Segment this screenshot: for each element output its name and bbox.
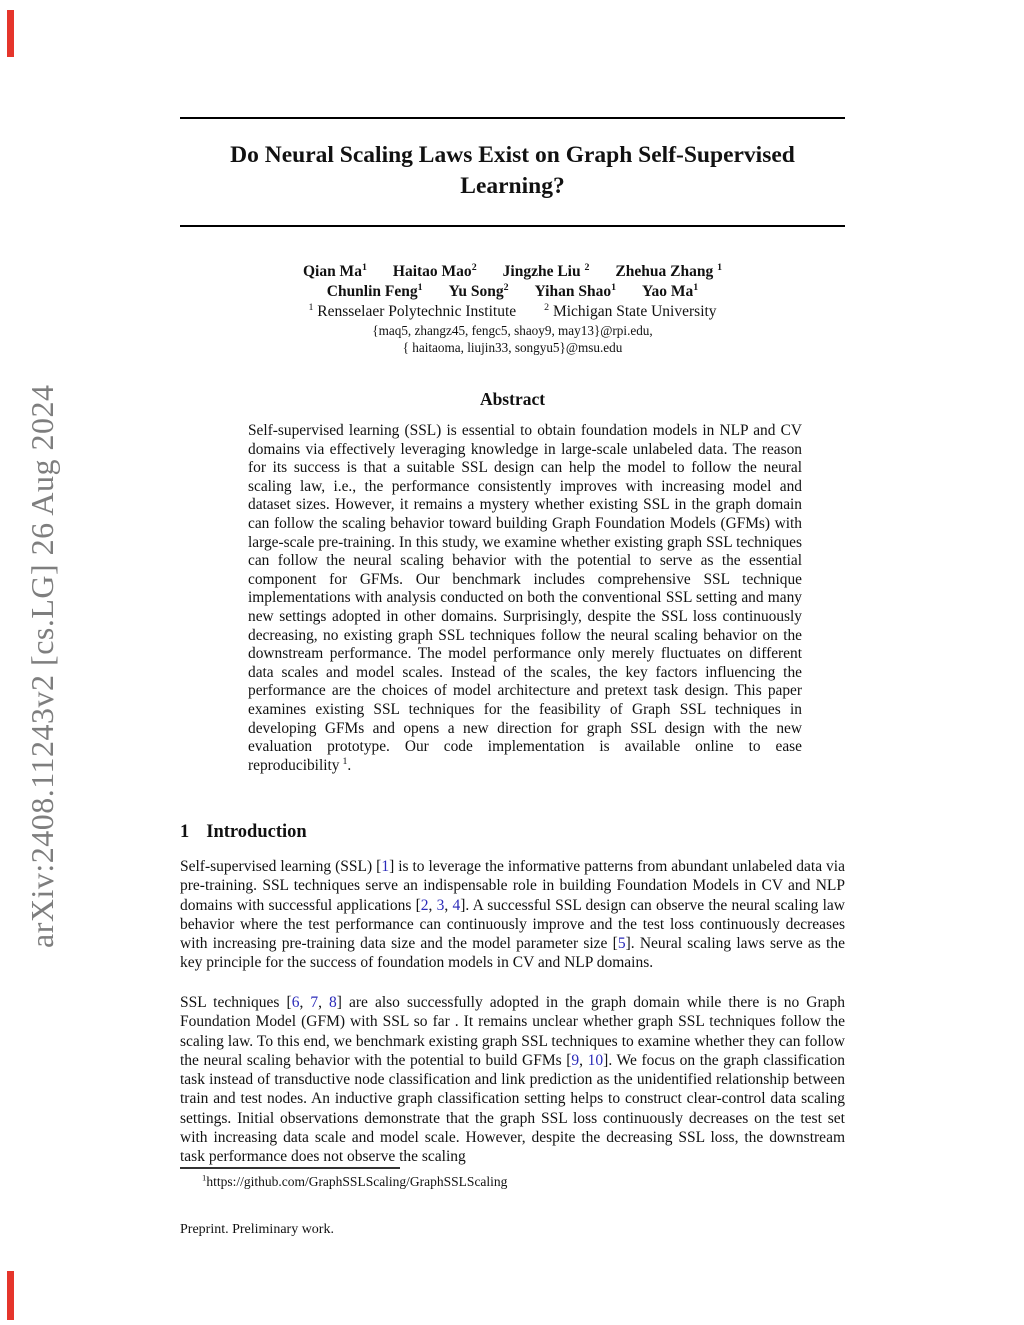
affiliations-line <box>180 302 845 322</box>
author-row-1 <box>180 262 845 282</box>
affiliation-sup: 1 <box>308 301 314 313</box>
section-title: Introduction <box>206 822 307 842</box>
emails-rpi: {maq5, zhangz45, fengc5, shaoy9, may13}@rpi.edu, <box>372 322 653 338</box>
abstract-closing-period: . <box>347 756 352 774</box>
footnote <box>180 1174 845 1190</box>
affiliation-sup: 2 <box>544 301 550 313</box>
section-heading-introduction <box>180 822 845 843</box>
title-rule-bottom <box>180 225 845 227</box>
author-text: Haitao Mao <box>392 263 472 280</box>
author-affil-sup: 2 <box>584 261 590 273</box>
author-row-2 <box>180 282 845 302</box>
affiliation-msu <box>544 303 716 320</box>
author-affil-sup: 1 <box>361 261 367 273</box>
footnote-ref-link[interactable]: 1 <box>342 755 348 767</box>
intro-paragraph-1: Self-supervised learning (SSL) [1] is to leverage the informative patterns from abundant unlabeled data via pre-training. SSL techniques serve an indispensable role in building Foundation Models in CV and NLP domains with successful applications [2, 3, 4]. A successful SSL design can observe the neural scaling law behavior where the test performance can continuously improve and the test loss continuously decreases with increasing pre-training data size and the model parameter size [5]. Neural scaling laws serve as the key principle for the success of foundation models in CV and NLP domains. <box>180 858 846 972</box>
citation-link[interactable]: 7 <box>310 994 319 1011</box>
author-text: Chunlin Feng <box>326 282 418 300</box>
abstract-text <box>248 422 802 775</box>
intro-paragraph-2: SSL techniques [6, 7, 8] are also successfully adopted in the graph domain while there is no Graph Foundation Model (GFM) with SSL so far . It remains unclear whether graph SSL techniques follow the scaling law. To this end, we benchmark existing graph SSL techniques to examine whether they can follow the neural scaling behavior with the potential to build GFMs [9, 10]. We focus on the graph classification task instead of transductive node classification and link prediction as the unidentified relationship between train and test nodes. An inductive graph classification setting helps to construct clear-control data scaling settings. Initial observations demonstrate that the graph SSL loss continuously decreases on the test set with increasing data scale and model scale. However, despite the decreasing SSL loss, the downstream task performance does not observe the scaling <box>180 994 846 1166</box>
author-text: Jingzhe Liu <box>502 263 585 280</box>
author-affil-sup: 1 <box>417 281 423 293</box>
author-name <box>303 263 367 280</box>
author-block <box>180 262 845 356</box>
title-rule-top <box>180 117 845 119</box>
emails-msu: { haitaoma, liujin33, songyu5}@msu.edu <box>402 339 623 355</box>
citation-link[interactable]: 1 <box>381 858 390 875</box>
author-text: Yu Song <box>448 282 504 300</box>
citation-link[interactable]: 8 <box>329 994 337 1011</box>
citation-link[interactable]: 10 <box>587 1051 604 1069</box>
footnote-marker: 1 <box>202 1172 207 1183</box>
paper-title: Do Neural Scaling Laws Exist on Graph Self-Supervised Learning? <box>230 142 795 199</box>
affiliation-text: Rensselaer Polytechnic Institute <box>313 303 517 320</box>
footnote-rule <box>180 1167 400 1169</box>
author-affil-sup: 1 <box>693 281 699 293</box>
section-number: 1 <box>180 822 190 842</box>
author-affil-sup: 1 <box>717 261 723 273</box>
author-name <box>535 283 616 300</box>
author-name <box>503 263 590 280</box>
affiliation-rpi <box>308 303 516 320</box>
author-text: Yihan Shao <box>534 282 612 300</box>
arxiv-watermark: arXiv:2408.11243v2 [cs.LG] 26 Aug 2024 <box>24 384 60 948</box>
author-name <box>615 263 722 280</box>
citation-link[interactable]: 3 <box>436 896 445 914</box>
preprint-note: Preprint. Preliminary work. <box>180 1222 334 1237</box>
author-name <box>642 283 698 300</box>
abstract-body-text: Self-supervised learning (SSL) is essential to obtain foundation models in NLP and CV domains via effectively leveraging knowledge in large-scale unlabeled data. The reason for its success is that a suitable SSL design can help the model to follow the neural scaling law, i.e., the performance consistently improves with increasing model and dataset sizes. However, it remains a mystery whether existing SSL in the graph domain can follow the scaling behavior toward building Graph Foundation Models (GFMs) with large-scale pre-training. In this study, we examine whether existing graph SSL techniques can follow the neural scaling behavior with the potential to serve as the essential component for GFMs. Our benchmark includes comprehensive SSL technique implementations with analysis conducted on both the conventional SSL setting and many new settings adopted in other domains. Surprisingly, despite the SSL loss continuously decreasing, no existing graph SSL techniques follow the neural scaling behavior on the downstream performance. The model performance only merely fluctuates on different data scales and model scales. Instead of the scales, the key factors influencing the performance are the choices of model architecture and pretext task design. This paper examines existing SSL techniques for the feasibility of Graph SSL techniques in developing GFMs and opens a new direction for graph SSL design with the new evaluation prototype. Our code implementation is available online to ease reproducibility <box>248 422 802 774</box>
author-name <box>327 283 423 300</box>
author-text: Yao Ma <box>642 282 694 300</box>
author-text: Zhehua Zhang <box>615 263 718 280</box>
red-edge-mark-top <box>7 10 14 57</box>
author-name <box>393 263 477 280</box>
author-name <box>449 283 509 300</box>
citation-link[interactable]: 4 <box>452 896 461 914</box>
red-edge-mark-bottom <box>7 1271 14 1320</box>
author-affil-sup: 2 <box>471 261 477 273</box>
footnote-url-link[interactable]: https://github.com/GraphSSLScaling/GraphSSLScaling <box>206 1174 508 1189</box>
citation-link[interactable]: 5 <box>617 935 626 953</box>
citation-link[interactable]: 6 <box>291 994 300 1011</box>
author-affil-sup: 1 <box>611 281 617 293</box>
affiliation-text: Michigan State University <box>549 303 717 320</box>
page-content <box>180 0 845 1325</box>
abstract-heading: Abstract <box>479 389 546 409</box>
author-text: Qian Ma <box>302 263 362 280</box>
citation-link[interactable]: 9 <box>571 1051 580 1069</box>
citation-link[interactable]: 2 <box>420 896 429 914</box>
author-affil-sup: 2 <box>503 281 509 293</box>
